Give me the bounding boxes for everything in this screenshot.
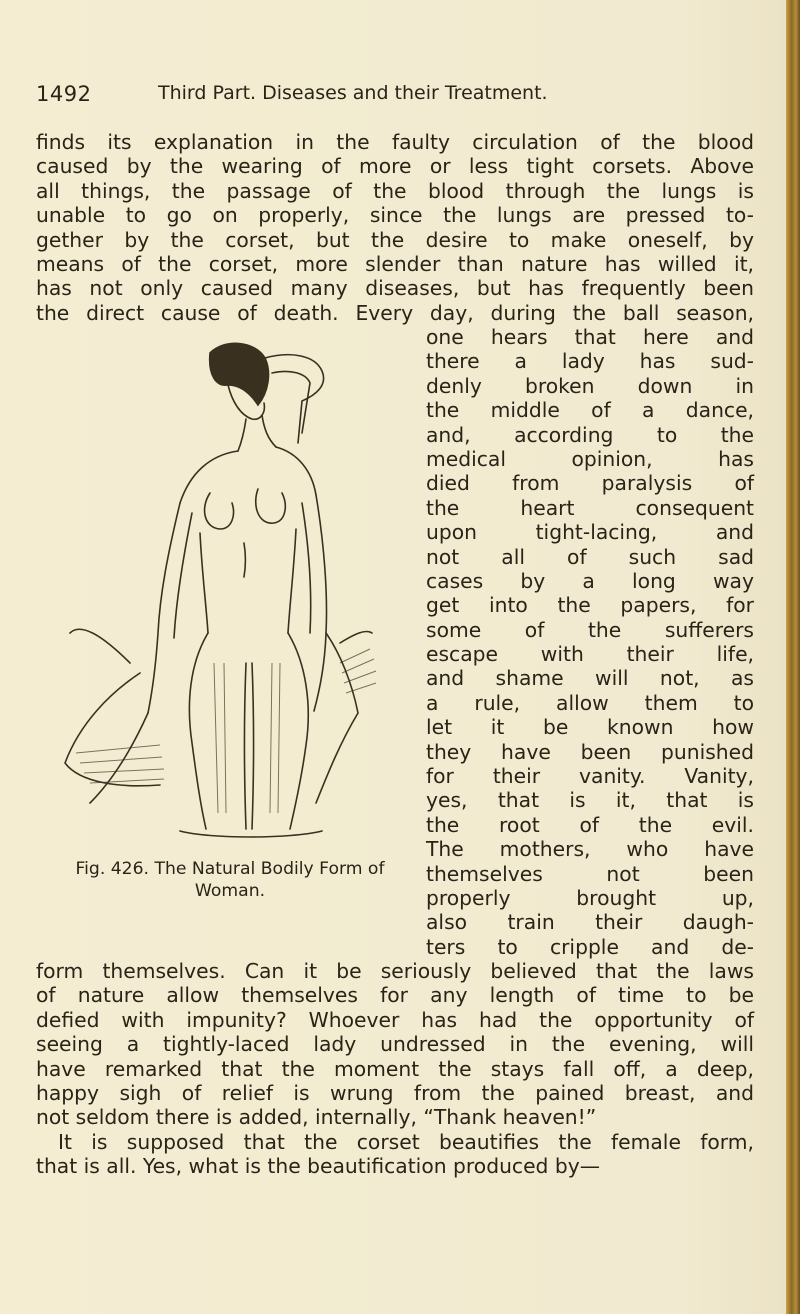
caption-line: Fig. 426. The Natural Bodily Form of bbox=[75, 859, 385, 879]
text-line: finds its explanation in the faulty circulation of the blood bbox=[36, 130, 754, 154]
text-line: has not only caused many diseases, but has frequently been bbox=[36, 276, 754, 301]
text-line: form themselves. Can it be seriously believed that the laws bbox=[36, 959, 754, 983]
text-line: also train their daugh- bbox=[426, 910, 754, 935]
text-line: The mothers, who have bbox=[426, 837, 754, 862]
text-line: upon tight-lacing, and bbox=[426, 520, 754, 545]
text-line: there a lady has sud- bbox=[426, 349, 754, 374]
text-line: not all of such sad bbox=[426, 544, 754, 569]
text-line: all things, the passage of the blood through the lungs is bbox=[36, 178, 754, 203]
text-line: have remarked that the moment the stays fall off, a deep, bbox=[36, 1056, 754, 1081]
text-line: of nature allow themselves for any length of time to be bbox=[36, 983, 754, 1008]
figure-illustration bbox=[40, 333, 410, 843]
text-line: happy sigh of relief is wrung from the pained breast, and bbox=[36, 1080, 754, 1105]
text-line: they have been punished bbox=[426, 739, 754, 764]
text-line: the middle of a dance, bbox=[426, 398, 754, 423]
text-line: seeing a tightly-laced lady undressed in the evening, will bbox=[36, 1032, 754, 1057]
text-line: gether by the corset, but the desire to make oneself, by bbox=[36, 227, 754, 252]
text-line: cases by a long way bbox=[426, 568, 754, 593]
text-line: themselves not been bbox=[426, 861, 754, 886]
text-line: that is all. Yes, what is the beautification produced by— bbox=[36, 1154, 601, 1179]
page-header bbox=[36, 82, 756, 112]
figure-caption bbox=[36, 858, 424, 902]
text-block-bottom bbox=[36, 959, 754, 1179]
text-line: died from paralysis of bbox=[426, 471, 754, 496]
text-block-top bbox=[36, 130, 754, 325]
text-line: medical opinion, has bbox=[426, 446, 754, 471]
text-line: and shame will not, as bbox=[426, 666, 754, 691]
running-head: Third Part. Diseases and their Treatment. bbox=[158, 82, 548, 104]
text-line: the direct cause of death. Every day, during the ball season, bbox=[36, 300, 754, 325]
text-line: properly brought up, bbox=[426, 885, 754, 910]
text-line: denly broken down in bbox=[426, 373, 754, 398]
text-line: a rule, allow them to bbox=[426, 690, 754, 715]
text-line: let it be known how bbox=[426, 715, 754, 740]
page-number: 1492 bbox=[36, 82, 92, 106]
caption-line: Woman. bbox=[194, 881, 266, 901]
text-line: caused by the wearing of more or less tight corsets. Above bbox=[36, 154, 754, 179]
text-line: unable to go on properly, since the lungs are pressed to- bbox=[36, 203, 754, 228]
female-figure-icon bbox=[40, 333, 410, 843]
text-line: yes, that is it, that is bbox=[426, 788, 754, 813]
text-line: defied with impunity? Whoever has had the opportunity of bbox=[36, 1007, 754, 1032]
text-line: the root of the evil. bbox=[426, 812, 754, 837]
text-line: It is supposed that the corset beautifies the female form, bbox=[58, 1129, 754, 1154]
text-line: the heart consequent bbox=[426, 495, 754, 520]
text-line: for their vanity. Vanity, bbox=[426, 764, 754, 789]
text-line: some of the sufferers bbox=[426, 617, 754, 642]
text-line: get into the papers, for bbox=[426, 593, 754, 618]
text-line: ters to cripple and de- bbox=[426, 934, 754, 959]
text-line: means of the corset, more slender than nature has willed it, bbox=[36, 251, 754, 276]
text-block-right bbox=[426, 325, 754, 959]
text-line: escape with their life, bbox=[426, 642, 754, 667]
page-edge bbox=[786, 0, 800, 1314]
text-line: not seldom there is added, internally, “Thank heaven!” bbox=[36, 1105, 597, 1130]
text-line: one hears that here and bbox=[426, 325, 754, 349]
text-line: and, according to the bbox=[426, 422, 754, 447]
